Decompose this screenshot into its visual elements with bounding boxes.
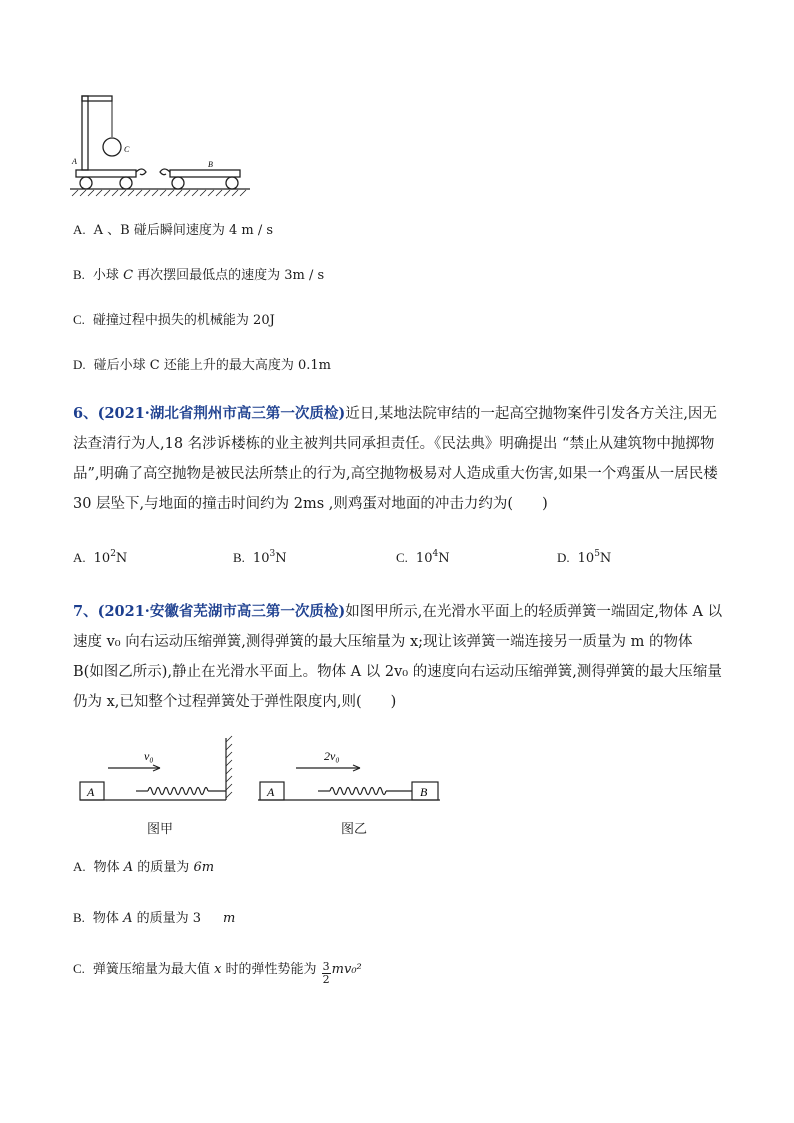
question-number: 6、 [73, 405, 98, 422]
option-letter: C. [396, 550, 408, 565]
label-velocity: v₀ [144, 749, 154, 763]
option-text: 时的弹性势能为 [221, 962, 321, 977]
q5-option-b[interactable] [73, 266, 324, 285]
q7-option-b[interactable] [73, 909, 235, 928]
option-unit: N [115, 551, 128, 566]
option-var: C [123, 268, 134, 283]
option-letter: C. [73, 961, 85, 976]
q6-option-a[interactable] [73, 549, 127, 568]
q5-option-d[interactable] [73, 356, 331, 375]
q7-option-c[interactable] [73, 960, 362, 986]
option-text: 物体 [93, 860, 124, 875]
option-letter: C. [73, 312, 85, 327]
option-letter: B. [233, 550, 245, 565]
option-unit: N [275, 551, 287, 566]
option-var: A [123, 911, 133, 926]
option-exponent: 5 [594, 549, 600, 559]
option-text: 物体 [92, 911, 124, 926]
q6-option-c[interactable] [396, 549, 450, 568]
q6-option-d[interactable] [557, 549, 611, 568]
option-value: mv₀² [331, 962, 362, 977]
label-ball-c: C [124, 145, 130, 154]
option-text: 的质量为 3 [132, 911, 201, 926]
label-cart-a: A [72, 157, 77, 166]
option-unit: N [599, 551, 612, 566]
option-text: 小球 [92, 268, 124, 283]
question-source: (2021·湖北省荆州市高三第一次质检) [97, 405, 346, 422]
option-letter: D. [557, 550, 570, 565]
option-text: A 、B 碰后瞬间速度为 4 m / s [93, 223, 274, 238]
option-text: 碰撞过程中损失的机械能为 20J [92, 313, 275, 328]
option-letter: A. [73, 550, 86, 565]
q5-option-c[interactable] [73, 311, 275, 330]
q7-question [73, 597, 723, 717]
label-block-b: B [420, 785, 428, 799]
q7-figure-right [256, 744, 446, 804]
q7-figure-left [76, 732, 246, 804]
option-exponent: 3 [269, 549, 276, 559]
option-text: 再次摆回最低点的速度为 3m / s [133, 268, 325, 283]
fraction-denominator: 2 [322, 973, 330, 986]
option-var: x [214, 962, 222, 977]
question-stem: 如图甲所示,在光滑水平面上的轻质弹簧一端固定,物体 A 以速度 v₀ 向右运动压缩弹簧,测得弹簧的最大压缩量为 x;现让该弹簧一端连接另一质量为 m 的物体 B(如图乙所示),静止在光滑水平面上。物体 A 以 2v₀ 的速度向右运动压缩弹簧,测得弹簧的最大压缩量仍为 x,已知整个过程弹簧处于弹性限度内,则( ) [73, 604, 723, 710]
option-exponent: 4 [432, 549, 439, 559]
q6-question [73, 399, 723, 519]
option-base: 10 [577, 551, 595, 566]
question-number: 7、 [73, 603, 98, 620]
option-var: A [123, 860, 134, 875]
option-letter: A. [73, 222, 86, 237]
label-block-a: A [267, 785, 275, 799]
q5-figure-cart-pendulum [68, 92, 258, 198]
figure-caption-left: 图甲 [146, 822, 173, 837]
option-letter: B. [73, 267, 85, 282]
option-unit: N [438, 551, 450, 566]
question-source: (2021·安徽省芜湖市高三第一次质检) [97, 603, 346, 620]
option-base: 10 [93, 551, 111, 566]
fraction [322, 961, 331, 986]
q7-option-a[interactable] [73, 858, 214, 877]
option-letter: A. [73, 859, 86, 874]
fraction-numerator: 3 [322, 960, 330, 973]
option-text: 碰后小球 C 还能上升的最大高度为 0.1m [93, 358, 331, 373]
label-velocity: 2v₀ [324, 749, 340, 763]
option-text: 的质量为 [133, 860, 194, 875]
option-exponent: 2 [110, 549, 116, 559]
option-text: 弹簧压缩量为最大值 [92, 962, 215, 977]
question-stem: 近日,某地法院审结的一起高空抛物案件引发各方关注,因无法查清行为人,18 名涉诉楼栋的业主被判共同承担责任。《民法典》明确提出 “禁止从建筑物中抛掷物品”,明确了高空抛物是被民法所禁止的行为,高空抛物极易对人造成重大伤害,如果一个鸡蛋从一居民楼 30 层坠下,与地面的撞击时间约为 2ms ,则鸡蛋对地面的冲击力约为( ) [73, 406, 718, 512]
option-letter: D. [73, 357, 86, 372]
option-letter: B. [73, 910, 85, 925]
label-block-a: A [87, 785, 95, 799]
label-cart-b: B [208, 160, 213, 169]
figure-caption-right: 图乙 [340, 822, 367, 837]
option-value: 6m [193, 860, 215, 875]
option-base: 10 [415, 551, 433, 566]
q6-option-b[interactable] [233, 549, 287, 568]
q5-option-a[interactable] [73, 221, 273, 240]
option-value: m [223, 911, 236, 926]
option-base: 10 [252, 551, 270, 566]
